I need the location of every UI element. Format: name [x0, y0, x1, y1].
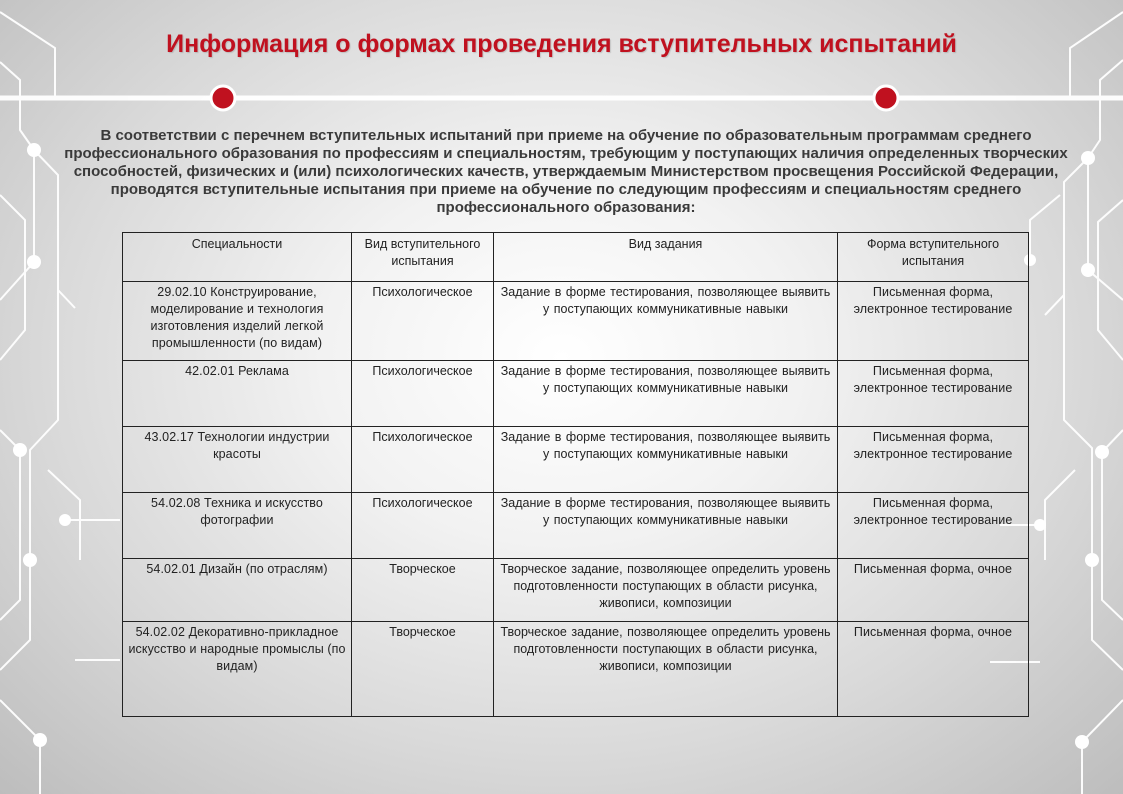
page-title: Информация о формах проведения вступительных испытаний	[166, 30, 957, 58]
cell-exam-type: Психологическое	[352, 361, 494, 427]
cell-exam-type: Психологическое	[352, 282, 494, 361]
table-row	[123, 493, 1029, 559]
entrance-exams-table	[122, 232, 1029, 717]
cell-exam-type: Психологическое	[352, 427, 494, 493]
cell-specialty: 54.02.02 Декоративно-прикладное искусство и народные промыслы (по видам)	[123, 622, 352, 717]
table-header-row	[123, 233, 1029, 282]
cell-task: Задание в форме тестирования, позволяющее выявить у поступающих коммуникативные навыки	[494, 282, 838, 361]
cell-exam-form: Письменная форма, электронное тестирование	[838, 361, 1029, 427]
cell-task: Творческое задание, позволяющее определить уровень подготовленности поступающих в области рисунка, живописи, композиции	[494, 559, 838, 622]
header-specialty: Специальности	[123, 233, 352, 282]
cell-exam-type: Психологическое	[352, 493, 494, 559]
cell-specialty: 29.02.10 Конструирование, моделирование и технология изготовления изделий легкой промышленности (по видам)	[123, 282, 352, 361]
cell-exam-type: Творческое	[352, 559, 494, 622]
header-task: Вид задания	[494, 233, 838, 282]
cell-task: Задание в форме тестирования, позволяющее выявить у поступающих коммуникативные навыки	[494, 427, 838, 493]
cell-task: Задание в форме тестирования, позволяющее выявить у поступающих коммуникативные навыки	[494, 361, 838, 427]
cell-task: Творческое задание, позволяющее определить уровень подготовленности поступающих в области рисунка, живописи, композиции	[494, 622, 838, 717]
table-row	[123, 427, 1029, 493]
header-exam-type: Вид вступительного испытания	[352, 233, 494, 282]
cell-exam-form: Письменная форма, электронное тестирование	[838, 427, 1029, 493]
table-row	[123, 361, 1029, 427]
cell-exam-form: Письменная форма, электронное тестирование	[838, 493, 1029, 559]
cell-exam-form: Письменная форма, очное	[838, 559, 1029, 622]
table-row	[123, 559, 1029, 622]
header-exam-form: Форма вступительного испытания	[838, 233, 1029, 282]
cell-specialty: 54.02.08 Техника и искусство фотографии	[123, 493, 352, 559]
cell-specialty: 54.02.01 Дизайн (по отраслям)	[123, 559, 352, 622]
cell-specialty: 42.02.01 Реклама	[123, 361, 352, 427]
cell-exam-form: Письменная форма, электронное тестирование	[838, 282, 1029, 361]
cell-specialty: 43.02.17 Технологии индустрии красоты	[123, 427, 352, 493]
intro-paragraph: В соответствии с перечнем вступительных испытаний при приеме на обучение по образовательным программам среднего профессионального образования по профессиям и специальностям, требующим у поступающих наличия определенных творческих способностей, физических и (или) психологических качеств, утверждаемым Министерством просвещения Российской Федерации, проводятся вступительные испытания при приеме на обучение по следующим профессиям и специальностям среднего профессионального образования:	[64, 127, 1068, 216]
cell-exam-form: Письменная форма, очное	[838, 622, 1029, 717]
cell-task: Задание в форме тестирования, позволяющее выявить у поступающих коммуникативные навыки	[494, 493, 838, 559]
table-row	[123, 622, 1029, 717]
table-row	[123, 282, 1029, 361]
cell-exam-type: Творческое	[352, 622, 494, 717]
